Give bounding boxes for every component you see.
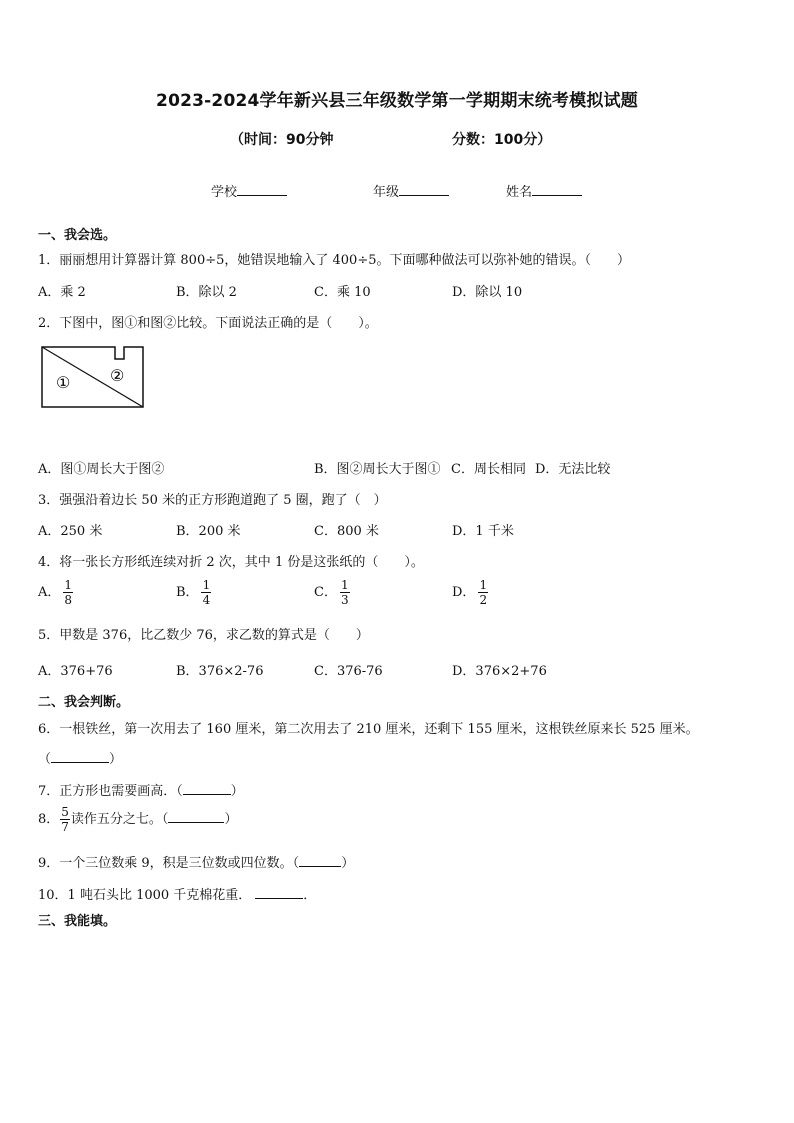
question-1: 1．丽丽想用计算器计算 800÷5，她错误地输入了 400÷5。下面哪种做法可以弥补她的错误。（ ） xyxy=(38,253,630,268)
question-3: 3．强强沿着边长 50 米的正方形跑道跑了 5 圈，跑了（ ） xyxy=(38,493,387,508)
question-8 xyxy=(38,805,237,834)
q10-end: ． xyxy=(303,888,317,903)
q4-option-b[interactable] xyxy=(176,578,212,607)
fraction xyxy=(339,578,351,607)
q4-option-a[interactable] xyxy=(38,578,74,607)
q8-answer-blank[interactable] xyxy=(168,811,224,823)
paren-close: ） xyxy=(230,784,244,799)
name-blank[interactable] xyxy=(532,183,582,196)
fraction-numerator: 1 xyxy=(479,578,488,592)
q4-option-b-letter: B． xyxy=(176,585,199,600)
fraction-denominator: 3 xyxy=(340,593,349,607)
q3-option-c[interactable]: C．800 米 xyxy=(314,524,379,539)
q5-option-d[interactable]: D．376×2+76 xyxy=(452,664,547,679)
q8-label: 8． xyxy=(38,812,60,827)
name-field xyxy=(506,181,582,200)
section-heading-2: 二、我会判断。 xyxy=(38,695,130,710)
q4-option-c[interactable] xyxy=(314,578,351,607)
q7-text: 7．正方形也需要画高．（ xyxy=(38,784,183,799)
q2-figure xyxy=(40,344,146,410)
q5-option-b[interactable]: B．376×2-76 xyxy=(176,664,264,679)
exam-score: 分数：100分） xyxy=(452,132,552,148)
question-6: 6．一根铁丝，第一次用去了 160 厘米，第二次用去了 210 厘米，还剩下 155 厘米，这根铁丝原来长 525 厘米。 xyxy=(38,722,699,737)
grade-field xyxy=(373,181,449,200)
q2-option-b[interactable]: B．图②周长大于图① xyxy=(314,462,441,477)
grade-blank[interactable] xyxy=(399,183,449,196)
q4-option-a-letter: A． xyxy=(38,585,61,600)
exam-time: （时间：90分钟 xyxy=(230,132,334,148)
q10-answer-blank[interactable] xyxy=(255,887,303,899)
question-9 xyxy=(38,852,354,871)
paren-close: ） xyxy=(341,856,355,871)
q9-answer-blank[interactable] xyxy=(299,855,341,867)
fraction xyxy=(477,578,489,607)
q4-option-c-letter: C． xyxy=(314,585,337,600)
q1-option-d[interactable]: D．除以 10 xyxy=(452,285,523,300)
q1-option-c[interactable]: C．乘 10 xyxy=(314,285,371,300)
question-4: 4．将一张长方形纸连续对折 2 次，其中 1 份是这张纸的（ ）。 xyxy=(38,555,424,570)
q2-option-d[interactable]: D．无法比较 xyxy=(535,462,611,477)
school-blank[interactable] xyxy=(237,183,287,196)
q4-option-d-letter: D． xyxy=(452,585,476,600)
paren-open: （ xyxy=(38,752,52,767)
paren-close: ） xyxy=(109,752,123,767)
fraction-numerator: 1 xyxy=(64,578,73,592)
q6-answer-blank[interactable] xyxy=(51,751,109,763)
name-label: 姓名 xyxy=(506,185,533,200)
question-7 xyxy=(38,780,244,799)
q3-option-b[interactable]: B．200 米 xyxy=(176,524,241,539)
q8-text: 读作五分之七。（ xyxy=(70,812,169,827)
q7-answer-blank[interactable] xyxy=(183,783,231,795)
fraction-numerator: 1 xyxy=(202,578,211,592)
fraction xyxy=(62,578,74,607)
q9-text: 9．一个三位数乘 9，积是三位数或四位数。（ xyxy=(38,856,300,871)
fraction-denominator: 7 xyxy=(61,820,69,834)
q10-text: 10．1 吨石头比 1000 千克棉花重． xyxy=(38,888,252,903)
q1-option-b[interactable]: B．除以 2 xyxy=(176,285,237,300)
q4-option-d[interactable] xyxy=(452,578,489,607)
q5-option-c[interactable]: C．376-76 xyxy=(314,664,383,679)
figure-label-2: ② xyxy=(110,366,125,385)
question-6-answer xyxy=(38,748,122,767)
figure-label-1: ① xyxy=(56,373,71,392)
paren-close: ） xyxy=(224,812,238,827)
school-label: 学校 xyxy=(211,185,238,200)
q1-option-a[interactable]: A．乘 2 xyxy=(38,285,86,300)
fraction-numerator: 5 xyxy=(61,805,69,819)
question-2: 2．下图中，图①和图②比较。下面说法正确的是（ ）。 xyxy=(38,316,378,331)
q3-option-d[interactable]: D．1 千米 xyxy=(452,524,514,539)
q5-option-a[interactable]: A．376+76 xyxy=(38,664,113,679)
fraction-denominator: 2 xyxy=(479,593,488,607)
q3-option-a[interactable]: A．250 米 xyxy=(38,524,103,539)
question-5: 5．甲数是 376，比乙数少 76，求乙数的算式是（ ） xyxy=(38,628,369,643)
section-heading-3: 三、我能填。 xyxy=(38,914,117,929)
section-heading-1: 一、我会选。 xyxy=(38,228,117,243)
question-10 xyxy=(38,884,316,903)
fraction-numerator: 1 xyxy=(340,578,349,592)
fraction xyxy=(201,578,213,607)
q2-option-c[interactable]: C．周长相同 xyxy=(451,462,526,477)
q2-option-a[interactable]: A．图①周长大于图② xyxy=(38,462,165,477)
grade-label: 年级 xyxy=(373,185,400,200)
fraction-denominator: 8 xyxy=(64,593,73,607)
page-title: 2023-2024学年新兴县三年级数学第一学期期末统考模拟试题 xyxy=(156,91,638,111)
school-field xyxy=(211,181,287,200)
q8-fraction xyxy=(59,805,71,834)
fraction-denominator: 4 xyxy=(202,593,211,607)
